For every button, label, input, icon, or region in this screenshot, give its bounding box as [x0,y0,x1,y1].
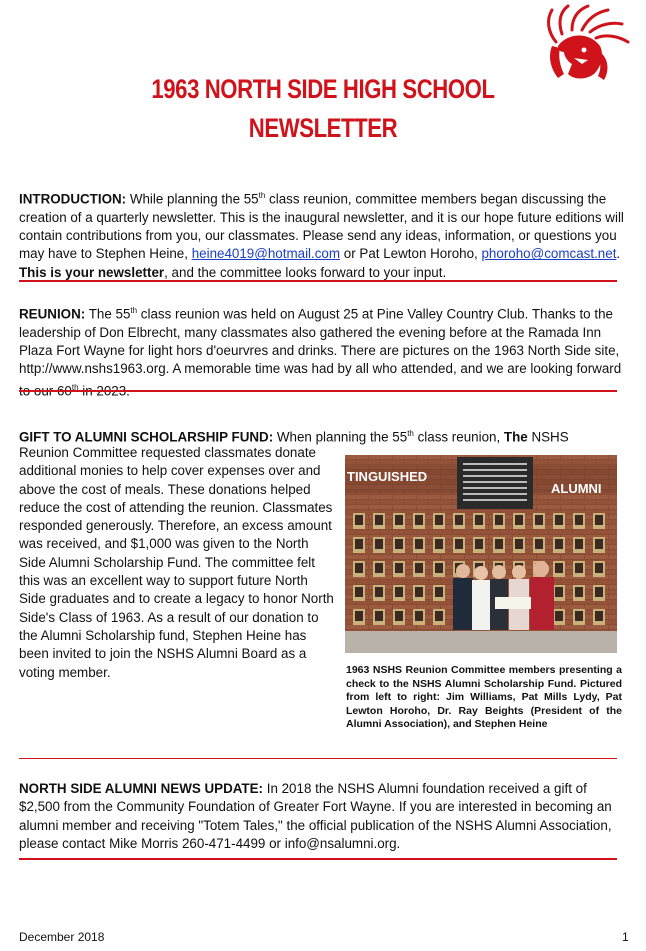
footer-date: December 2018 [19,930,105,944]
reunion-paragraph: REUNION: The 55th class reunion was held on August 25 at Pine Valley Country Club. Thanks to the leadership of Don Elbrecht, many classmates also gathered the evening before at the Ramada Inn Plaza Fort Wayne for light hors d'oeurvres and drinks. There are pictures on the 1963 North Side site, http://www.nshs1963.org. A memorable time was had by all who attended, and we are looking forward to our 60th in 2023. [19,306,622,399]
alumni-portrait [355,539,363,549]
alumni-portrait [435,539,443,549]
gift-heading: GIFT TO ALUMNI SCHOLARSHIP FUND: [19,429,274,445]
alumni-portrait [595,611,603,621]
alumni-portrait [375,587,383,597]
alumni-portrait [415,611,423,621]
alumni-portrait [495,515,503,525]
alumni-portrait [395,611,403,621]
alumni-news-heading: NORTH SIDE ALUMNI NEWS UPDATE: [19,781,263,796]
alumni-portrait [495,539,503,549]
alumni-portrait [555,563,563,573]
alumni-portrait [535,539,543,549]
alumni-portrait [355,563,363,573]
section-divider [19,758,617,759]
alumni-portrait [595,539,603,549]
photo-sign-alumni: ALUMNI [551,481,602,496]
newsletter-title-line1: 1963 NORTH SIDE HIGH SCHOOL [151,74,495,104]
alumni-portrait [415,563,423,573]
newsletter-emphasis: This is your newsletter [19,264,165,280]
alumni-portrait [455,515,463,525]
section-divider [19,390,617,392]
photo-illustration [345,455,617,653]
alumni-portrait [435,515,443,525]
alumni-portrait [415,515,423,525]
alumni-portrait [375,611,383,621]
alumni-portrait [395,587,403,597]
alumni-portrait [355,515,363,525]
alumni-portrait [515,515,523,525]
alumni-portrait [515,539,523,549]
alumni-news-paragraph: NORTH SIDE ALUMNI NEWS UPDATE: In 2018 the NSHS Alumni foundation received a gift of $2,500 from the Community Foundation of Greater Fort Wayne. If you are interested in becoming an alumni member and receiving "Totem Tales," the official publication of the NSHS Alumni Association, please contact Mike Morris 260-471-4499 or info@nsalumni.org. [19,781,612,851]
alumni-portrait [395,515,403,525]
alumni-portrait [555,539,563,549]
introduction-heading: INTRODUCTION: [19,191,127,207]
alumni-portrait [375,515,383,525]
alumni-portrait [575,611,583,621]
reunion-committee-photo [345,455,617,653]
alumni-portrait [435,563,443,573]
introduction-paragraph: INTRODUCTION: While planning the 55th class reunion, committee members began discussing the creation of a quarterly newsletter. This is the inaugural newsletter, and it is our hope future editions will contain contributions from you, our classmates. Please send any ideas, information, or questions you may have to Stephen Heine, heine4019@hotmail.com or Pat Lewton Horoho, phoroho@comcast.net. This is your newsletter, and the committee looks forward to your input. [19,191,624,280]
gift-heading-line: GIFT TO ALUMNI SCHOLARSHIP FUND: When planning the 55th class reunion, The NSHS [19,429,569,445]
alumni-portrait [595,563,603,573]
alumni-portrait [535,515,543,525]
alumni-portrait [415,587,423,597]
gift-paragraph: Reunion Committee requested classmates donate additional monies to help cover expenses over and above the cost of meals. These donations helped reduce the cost of attending the reunion. Classmates responded generously. Therefore, an excess amount was received, and $1,000 was given to the North Side Alumni Scholarship Fund. The committee felt this was an excellent way to support future North Side graduates and to create a legacy to honor North Side's Class of 1963. As a result of our donation to the Alumni Scholarship fund, Stephen Heine has been invited to join the NSHS Alumni Board as a voting member. [19,445,334,680]
committee-members [453,561,554,630]
alumni-portrait [575,539,583,549]
alumni-portrait [435,587,443,597]
alumni-portrait [475,539,483,549]
section-divider [19,858,617,860]
alumni-portrait [555,587,563,597]
email-link-horoho[interactable]: phoroho@comcast.net [481,246,617,262]
alumni-portrait [575,563,583,573]
alumni-portrait [395,539,403,549]
alumni-portrait [475,515,483,525]
alumni-portrait [375,563,383,573]
alumni-portrait [375,539,383,549]
reunion-heading: REUNION: [19,306,86,322]
indian-headdress-logo-icon [538,2,634,82]
alumni-portrait [355,611,363,621]
alumni-portrait [455,539,463,549]
alumni-portrait [435,611,443,621]
alumni-portrait [575,515,583,525]
photo-sign-distinguished: TINGUISHED [347,469,428,484]
alumni-portrait [575,587,583,597]
alumni-portrait [395,563,403,573]
photo-caption: 1963 NSHS Reunion Committee members presenting a check to the NSHS Alumni Scholarship Fund. Pictured from left to right: Jim Williams, Pat Mills Lydy, Pat Lewton Horoho, Dr. Ray Beights (President of the Alumni Association), and Stephen Heine [346,664,622,731]
alumni-portrait [595,587,603,597]
section-divider [19,280,617,282]
alumni-portrait [415,539,423,549]
alumni-portrait [595,515,603,525]
alumni-portrait [555,515,563,525]
alumni-portrait [555,611,563,621]
newsletter-title-line2: NEWSLETTER [248,113,398,143]
email-link-heine[interactable]: heine4019@hotmail.com [191,246,341,262]
alumni-portrait [355,587,363,597]
page-number: 1 [622,930,629,944]
